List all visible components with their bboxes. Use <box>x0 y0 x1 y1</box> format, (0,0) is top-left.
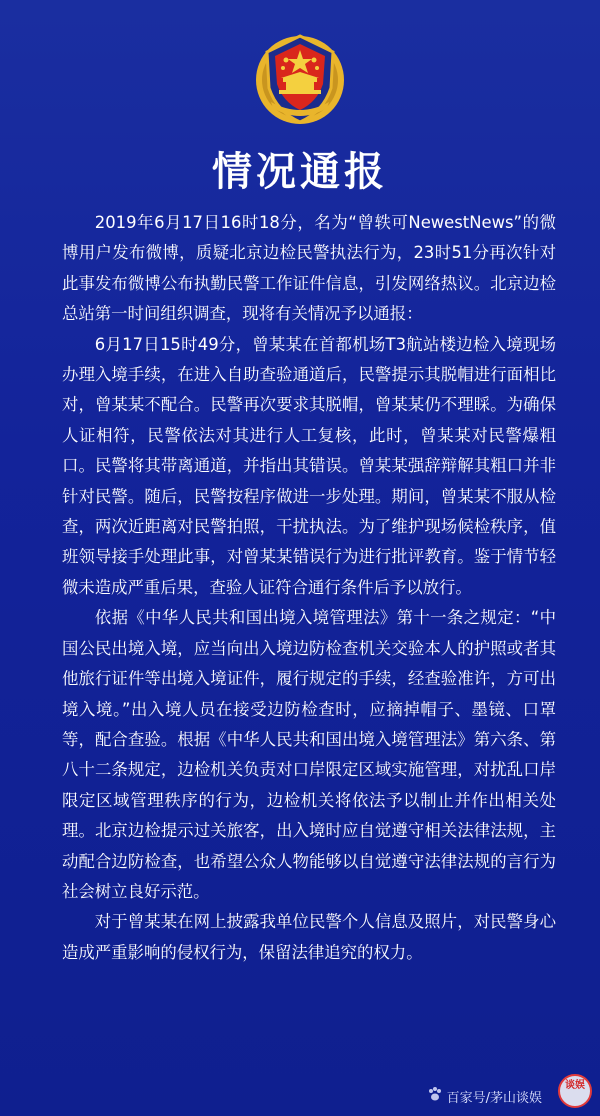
paw-icon <box>427 1086 443 1106</box>
page-title: 情况通报 <box>212 148 388 195</box>
paragraph-4: 对于曾某某在网上披露我单位民警个人信息及照片，对民警身心造成严重影响的侵权行为，保留法律追究的权力。 <box>62 912 556 962</box>
police-emblem-icon <box>253 28 347 128</box>
paragraph-3: 依据《中华人民共和国出境入境管理法》第十一条之规定：“中国公民出境入境，应当向出入境边防检查机关交验本人的护照或者其他旅行证件等出境入境证件，履行规定的手续，经查验准许，方可出境入境。”出入境人员在接受边防检查时，应摘掉帽子、墨镜、口罩等，配合查验。根据《中华人民共和国出境入境管理法》第六条、第八十二条规定，边检机关负责对口岸限定区域实施管理，对扰乱口岸限定区域管理秩序的行为，边检机关将依法予以制止并作出相关处理。北京边检提示过关旅客，出入境时应自觉遵守相关法律法规，主动配合边防检查，也希望公众人物能够以自觉遵守法律法规的言行为社会树立良好示范。 <box>62 608 556 901</box>
notice-body <box>62 208 556 968</box>
paragraph-2: 6月17日15时49分，曾某某在首都机场T3航站楼边检入境现场办理入境手续，在进入自助查验通道后，民警提示其脱帽进行面相比对，曾某某不配合。民警再次要求其脱帽，曾某某仍不理睬。为确保人证相符，民警依法对其进行人工复核，此时，曾某某对民警爆粗口。民警将其带离通道，并指出其错误。曾某某强辞辩解其粗口并非针对民警。随后，民警按程序做进一步处理。期间，曾某某不服从检查，两次近距离对民警拍照，干扰执法。为了维护现场候检秩序，值班领导接手处理此事，对曾某某错误行为进行批评教育。鉴于情节轻微未造成严重后果，查验人证符合通行条件后予以放行。 <box>62 334 556 597</box>
paragraph-1: 2019年6月17日16时18分，名为“曾轶可NewestNews”的微博用户发布微博，质疑北京边检民警执法行为，23时51分再次针对此事发布微博公布执勤民警工作证件信息，引发网络热议。北京边检总站第一时间组织调查，现将有关情况予以通报： <box>62 213 556 324</box>
watermark-text: 百家号/茅山谈娱 <box>446 1090 542 1106</box>
seal-badge: 谈娱 <box>558 1074 592 1108</box>
